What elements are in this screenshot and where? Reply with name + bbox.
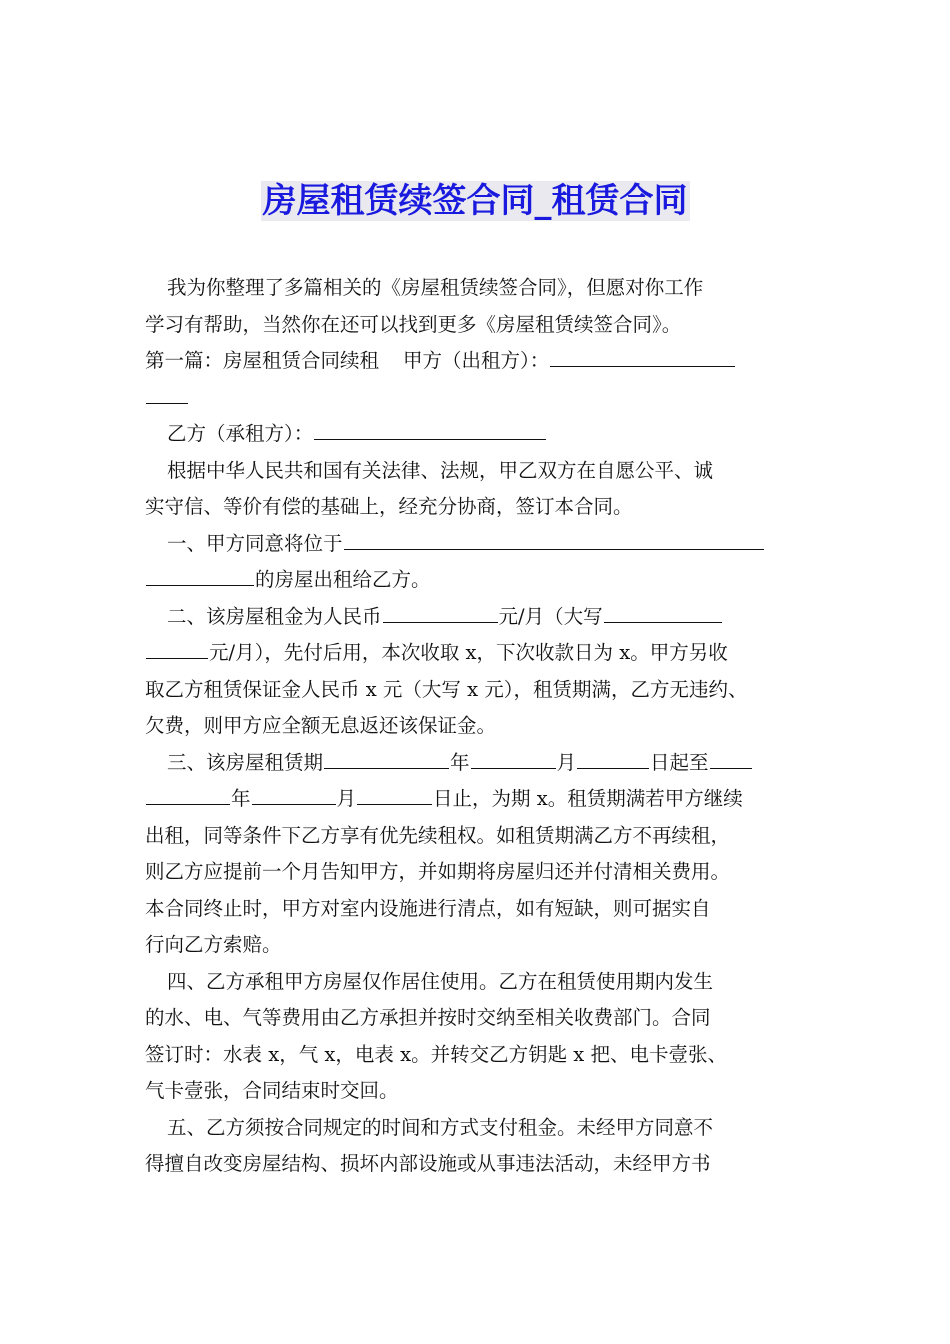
clause1-line-1 xyxy=(145,526,810,563)
blank-field xyxy=(146,584,254,586)
clause3-line-6: 行向乙方索赔。 xyxy=(145,933,282,956)
clause2-text: 二、该房屋租金为人民币 xyxy=(167,604,382,628)
intro-line-1: 我为你整理了多篇相关的《房屋租赁续签合同》，但愿对你工作 xyxy=(167,276,704,299)
clause3-line-5: 本合同终止时，甲方对室内设施进行清点，如有短缺，则可据实自 xyxy=(145,896,711,920)
clause3-text: 年 xyxy=(231,787,251,810)
intro-line-2: 学习有帮助，当然你在还可以找到更多《房屋租赁续签合同》。 xyxy=(145,312,682,336)
clause4-line-2: 的水、电、气等费用由乙方承担并按时交纳至相关收费部门。合同 xyxy=(145,1006,711,1029)
clause1-prefix: 一、甲方同意将位于 xyxy=(167,531,343,555)
clause5-line-1: 五、乙方须按合同规定的时间和方式支付租金。未经甲方同意不 xyxy=(167,1115,714,1139)
blank-field xyxy=(146,657,208,659)
party-b-line xyxy=(145,416,810,453)
clause4-line-1: 四、乙方承租甲方房屋仅作居住使用。乙方在租赁使用期内发生 xyxy=(167,969,714,993)
blank-field xyxy=(604,621,722,623)
blank-field xyxy=(314,438,546,440)
clause1-suffix: 的房屋出租给乙方。 xyxy=(255,568,431,591)
clause3-text: 日止，为期 x。租赁期满若甲方继续 xyxy=(433,787,743,810)
blank-field xyxy=(383,621,498,623)
clause3-text: 月 xyxy=(556,750,577,774)
blank-field xyxy=(471,767,556,769)
clause3-text: 年 xyxy=(450,750,470,774)
blank-field xyxy=(577,767,649,769)
clause1-line-2 xyxy=(145,562,810,599)
blank-field xyxy=(146,402,188,404)
blank-field xyxy=(710,767,752,769)
clause2-text: 元/月（大写 xyxy=(498,604,603,628)
blank-field xyxy=(324,767,449,769)
party-b-label: 乙方（承租方）： xyxy=(167,422,314,445)
basis-line-1: 根据中华人民共和国有关法律、法规，甲乙双方在自愿公平、诚 xyxy=(167,458,714,482)
blank-field xyxy=(344,548,764,550)
clause3-line-1 xyxy=(145,745,810,782)
clause3-line-4: 则乙方应提前一个月告知甲方，并如期将房屋归还并付清相关费用。 xyxy=(145,860,731,883)
clause3-line-2 xyxy=(145,781,810,818)
clause3-text: 月 xyxy=(336,787,357,810)
document-title: 房屋租赁续签合同_租赁合同 xyxy=(262,181,688,221)
clause3-line-3: 出租，同等条件下乙方享有优先续租权。如租赁期满乙方不再续租， xyxy=(145,823,731,847)
clause2-line-3: 取乙方租赁保证金人民币 x 元（大写 x 元），租赁期满，乙方无违约、 xyxy=(145,677,748,701)
clause4-line-4: 气卡壹张，合同结束时交回。 xyxy=(145,1079,399,1102)
part1-heading-line xyxy=(145,343,810,380)
clause3-text: 日起至 xyxy=(650,750,709,774)
clause4-line-3: 签订时：水表 x，气 x，电表 x。并转交乙方钥匙 x 把、电卡壹张、 xyxy=(145,1042,727,1066)
clause2-line-1 xyxy=(145,599,810,636)
document-body xyxy=(145,270,810,1183)
party-a-blank-cont xyxy=(145,380,810,417)
basis-line-2: 实守信、等价有偿的基础上，经充分协商，签订本合同。 xyxy=(145,495,633,518)
clause2-line-2 xyxy=(145,635,810,672)
blank-field xyxy=(146,803,230,805)
blank-field xyxy=(252,803,336,805)
clause5-line-2: 得擅自改变房屋结构、损坏内部设施或从事违法活动，未经甲方书 xyxy=(145,1152,711,1175)
clause2-line-4: 欠费，则甲方应全额无息返还该保证金。 xyxy=(145,714,497,737)
clause2-text: 元/月），先付后用，本次收取 x，下次收款日为 x。甲方另收 xyxy=(209,641,728,664)
blank-field xyxy=(550,365,735,367)
clause3-text: 三、该房屋租赁期 xyxy=(167,750,324,774)
party-a-label: 甲方（出租方）： xyxy=(403,349,550,372)
blank-field xyxy=(357,803,432,805)
part1-heading: 第一篇：房屋租赁合同续租 xyxy=(145,349,380,372)
